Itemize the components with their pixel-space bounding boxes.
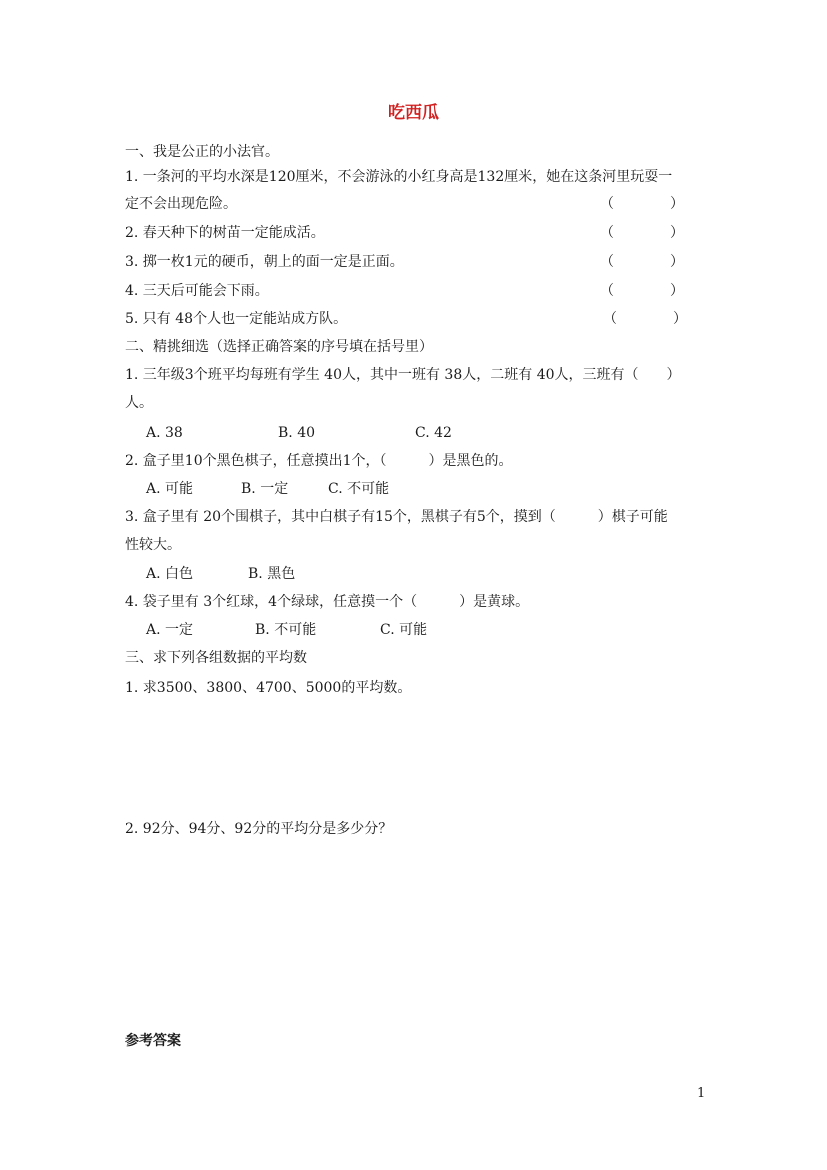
- s2-q2: 2. 盒子里10个黑色棋子，任意摸出1个，（ ）是黑色的。: [125, 453, 513, 469]
- section1-heading: 一、我是公正的小法官。: [125, 144, 279, 160]
- s2-q1-option-b: B. 40: [278, 425, 316, 441]
- section3-heading: 三、求下列各组数据的平均数: [125, 650, 307, 666]
- page-title: 吃西瓜: [388, 103, 439, 123]
- s3-q1: 1. 求3500、3800、4700、5000的平均数。: [125, 680, 412, 696]
- s2-q1-option-c: C. 42: [415, 425, 452, 441]
- s1-q3-answer-blank: （ ）: [600, 254, 684, 270]
- s1-q5-answer-blank: （ ）: [603, 311, 687, 327]
- s2-q1-option-a: A. 38: [146, 425, 183, 441]
- s2-q3-line2: 性较大。: [125, 537, 181, 553]
- s1-q2-answer-blank: （ ）: [600, 225, 684, 241]
- s2-q1-line2: 人。: [125, 395, 153, 411]
- s1-q1-line2: 定不会出现危险。: [125, 196, 237, 212]
- s2-q4-option-c: C. 可能: [380, 622, 428, 638]
- s2-q1-line1: 1. 三年级3个班平均每班有学生 40人，其中一班有 38人，二班有 40人，三班有（ ）: [125, 367, 681, 383]
- s2-q3-option-a: A. 白色: [146, 566, 194, 582]
- s1-q3: 3. 掷一枚1元的硬币，朝上的面一定是正面。: [125, 254, 404, 270]
- s2-q2-option-c: C. 不可能: [328, 481, 390, 497]
- s1-q1-line1: 1. 一条河的平均水深是120厘米，不会游泳的小红身高是132厘米，她在这条河里玩耍一: [125, 169, 673, 185]
- s2-q3-line1: 3. 盒子里有 20个围棋子，其中白棋子有15个，黑棋子有5个，摸到（ ）棋子可能: [125, 509, 668, 525]
- s1-q2: 2. 春天种下的树苗一定能成活。: [125, 225, 325, 241]
- s1-q5: 5. 只有 48个人也一定能站成方队。: [125, 311, 348, 327]
- s2-q4: 4. 袋子里有 3个红球，4个绿球，任意摸一个（ ）是黄球。: [125, 594, 530, 610]
- s2-q2-option-a: A. 可能: [146, 481, 194, 497]
- s2-q4-option-a: A. 一定: [146, 622, 194, 638]
- s1-q4-answer-blank: （ ）: [600, 283, 684, 299]
- s2-q2-option-b: B. 一定: [241, 481, 289, 497]
- page-number: 1: [697, 1086, 706, 1101]
- answers-heading: 参考答案: [125, 1033, 181, 1049]
- s1-q4: 4. 三天后可能会下雨。: [125, 283, 269, 299]
- section2-heading: 二、精挑细选（选择正确答案的序号填在括号里）: [125, 339, 433, 355]
- s1-q1-answer-blank: （ ）: [600, 196, 684, 212]
- s3-q2: 2. 92分、94分、92分的平均分是多少分？: [125, 821, 393, 837]
- s2-q4-option-b: B. 不可能: [255, 622, 317, 638]
- s2-q3-option-b: B. 黑色: [248, 566, 296, 582]
